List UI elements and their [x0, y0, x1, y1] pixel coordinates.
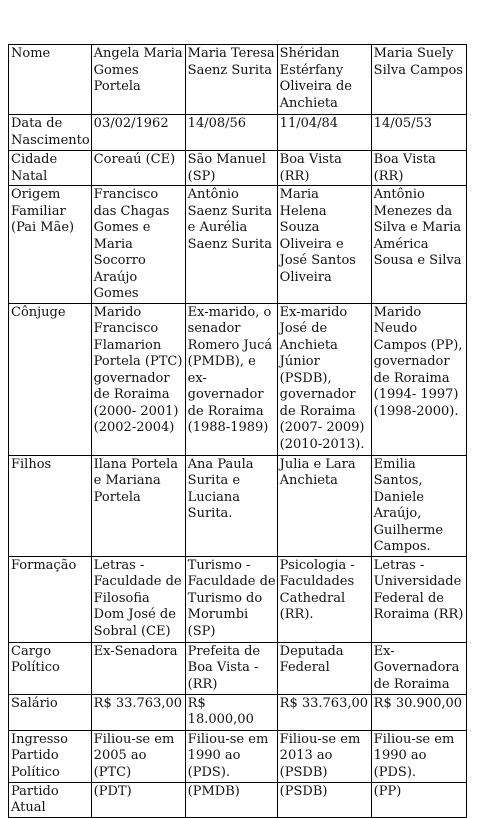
- row-label-cidade-natal: Cidade Natal: [9, 151, 92, 186]
- row-label-cargo-politico: Cargo Político: [9, 642, 92, 694]
- cell-salario-angela: R$ 33.763,00: [91, 694, 185, 730]
- cell-formacao-angela: Letras - Faculdade de Filosofia Dom José de Sobral (CE): [91, 556, 185, 642]
- cell-partido-angela: (PDT): [91, 782, 185, 817]
- cell-formacao-teresa: Turismo - Faculdade de Turismo do Morumbi (SP): [185, 556, 277, 642]
- cell-cargo-sheridan: Deputada Federal: [277, 642, 371, 694]
- profile-table-container: [8, 44, 467, 818]
- cell-conjuge-angela: Marido Francisco Flamarion Portela (PTC) governador de Roraima (2000- 2001) (2002-2004): [91, 303, 185, 455]
- row-label-filhos: Filhos: [9, 455, 92, 556]
- cell-cidade-angela: Coreaú (CE): [91, 151, 185, 186]
- table-row-nome: [9, 45, 467, 115]
- cell-filhos-sheridan: Julia e Lara Anchieta: [277, 455, 371, 556]
- cell-partido-sheridan: (PSDB): [277, 782, 371, 817]
- politician-comparison-table: [8, 44, 467, 818]
- cell-ingresso-teresa: Filiou-se em 1990 ao (PDS).: [185, 730, 277, 782]
- row-label-partido-atual: Partido Atual: [9, 782, 92, 817]
- cell-cargo-angela: Ex-Senadora: [91, 642, 185, 694]
- row-label-origem-familiar: Origem Familiar (Pai Mãe): [9, 186, 92, 304]
- cell-nome-sheridan: Shéridan Estérfany Oliveira de Anchieta: [277, 45, 371, 115]
- cell-cargo-teresa: Prefeita de Boa Vista - (RR): [185, 642, 277, 694]
- cell-cidade-suely: Boa Vista (RR): [371, 151, 466, 186]
- cell-salario-sheridan: R$ 33.763,00: [277, 694, 371, 730]
- cell-conjuge-sheridan: Ex-marido José de Anchieta Júnior (PSDB), governador de Roraima (2007- 2009) (2010-2013).: [277, 303, 371, 455]
- table-row-ingresso-partido: [9, 730, 467, 782]
- table-row-salario: [9, 694, 467, 730]
- cell-filhos-teresa: Ana Paula Surita e Luciana Surita.: [185, 455, 277, 556]
- cell-nome-suely: Maria Suely Silva Campos: [371, 45, 466, 115]
- cell-filhos-suely: Emilia Santos, Daniele Araújo, Guilherme Campos.: [371, 455, 466, 556]
- table-row-cargo-politico: [9, 642, 467, 694]
- cell-cidade-teresa: São Manuel (SP): [185, 151, 277, 186]
- cell-salario-suely: R$ 30.900,00: [371, 694, 466, 730]
- cell-partido-teresa: (PMDB): [185, 782, 277, 817]
- cell-formacao-suely: Letras - Universidade Federal de Roraima (RR): [371, 556, 466, 642]
- cell-nascimento-sheridan: 11/04/84: [277, 115, 371, 151]
- table-row-partido-atual: [9, 782, 467, 817]
- table-row-data-nascimento: [9, 115, 467, 151]
- row-label-conjuge: Cônjuge: [9, 303, 92, 455]
- cell-origem-sheridan: Maria Helena Souza Oliveira e José Santos Oliveira: [277, 186, 371, 304]
- cell-formacao-sheridan: Psicologia - Faculdades Cathedral (RR).: [277, 556, 371, 642]
- cell-ingresso-sheridan: Filiou-se em 2013 ao (PSDB): [277, 730, 371, 782]
- table-row-conjuge: [9, 303, 467, 455]
- cell-cidade-sheridan: Boa Vista (RR): [277, 151, 371, 186]
- cell-ingresso-suely: Filiou-se em 1990 ao (PDS).: [371, 730, 466, 782]
- table-row-origem-familiar: [9, 186, 467, 304]
- cell-filhos-angela: Ilana Portela e Mariana Portela: [91, 455, 185, 556]
- cell-nome-angela: Angela Maria Gomes Portela: [91, 45, 185, 115]
- cell-cargo-suely: Ex-Governadora de Roraima: [371, 642, 466, 694]
- table-row-cidade-natal: [9, 151, 467, 186]
- row-label-ingresso-partido: Ingresso Partido Político: [9, 730, 92, 782]
- cell-origem-suely: Antônio Menezes da Silva e Maria América Sousa e Silva: [371, 186, 466, 304]
- cell-nascimento-teresa: 14/08/56: [185, 115, 277, 151]
- cell-nascimento-suely: 14/05/53: [371, 115, 466, 151]
- cell-origem-angela: Francisco das Chagas Gomes e Maria Socorro Araújo Gomes: [91, 186, 185, 304]
- table-row-filhos: [9, 455, 467, 556]
- cell-nascimento-angela: 03/02/1962: [91, 115, 185, 151]
- cell-ingresso-angela: Filiou-se em 2005 ao (PTC): [91, 730, 185, 782]
- row-label-nome: Nome: [9, 45, 92, 115]
- cell-origem-teresa: Antônio Saenz Surita e Aurélia Saenz Surita: [185, 186, 277, 304]
- cell-salario-teresa: R$ 18.000,00: [185, 694, 277, 730]
- cell-conjuge-teresa: Ex-marido, o senador Romero Jucá (PMDB), e ex-governador de Roraima (1988-1989): [185, 303, 277, 455]
- table-row-formacao: [9, 556, 467, 642]
- cell-conjuge-suely: Marido Neudo Campos (PP), governador de Roraima (1994- 1997) (1998-2000).: [371, 303, 466, 455]
- row-label-formacao: Formação: [9, 556, 92, 642]
- row-label-data-nascimento: Data de Nascimento: [9, 115, 92, 151]
- row-label-salario: Salário: [9, 694, 92, 730]
- cell-partido-suely: (PP): [371, 782, 466, 817]
- cell-nome-teresa: Maria Teresa Saenz Surita: [185, 45, 277, 115]
